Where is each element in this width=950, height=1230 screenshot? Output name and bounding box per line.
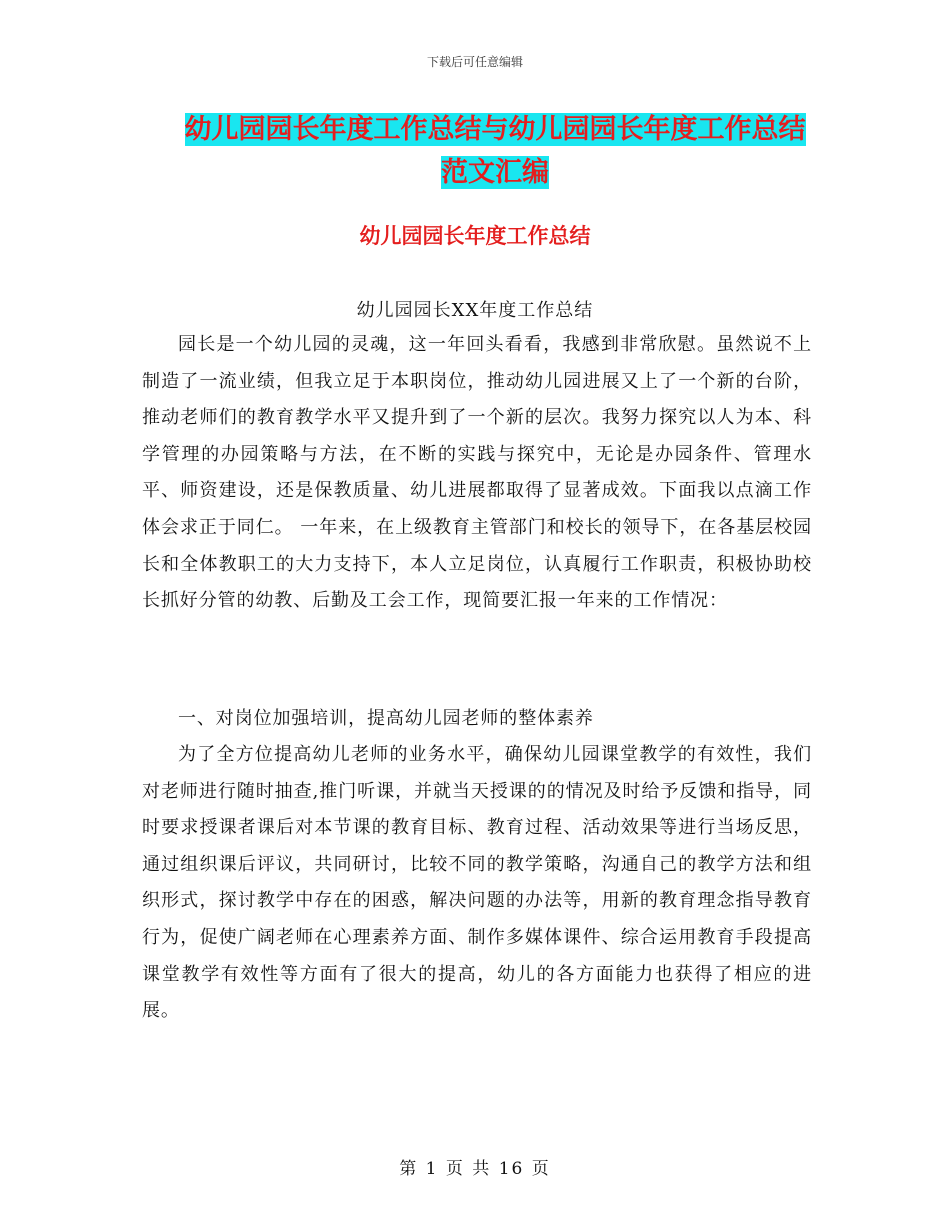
paragraph-text: 一、对岗位加强培训，提高幼儿园老师的整体素养 <box>178 708 594 729</box>
page-footer: 第 1 页 共 16 页 <box>399 1159 551 1179</box>
header-note: 下载后可任意编辑 <box>426 55 523 69</box>
title-highlight-1: 幼儿园园长年度工作总结与幼儿园园长年度工作总结 <box>184 114 806 145</box>
body-paragraph-1 <box>142 327 812 620</box>
paragraph-text: 为了全方位提高幼儿老师的业务水平，确保幼儿园课堂教学的有效性，我们对老师进行随时抽查,推门听课，并就当天授课的的情况及时给予反馈和指导，同时要求授课者课后对本节课的教育目标、教育过程、活动效果等进行当场反思，通过组织课后评议，共同研讨，比较不同的教学策略，沟通自己的教学方法和组织形式，探讨教学中存在的困惑，解决问题的办法等，用新的教育理念指导教育行为，促使广阔老师在心理素养方面、制作多媒体课件、综合运用教育手段提高课堂教学有效性等方面有了很大的提高，幼儿的各方面能力也获得了相应的进展。 <box>142 744 812 1022</box>
subtitle: 幼儿园园长XX年度工作总结 <box>356 300 594 321</box>
section-title: 幼儿园园长年度工作总结 <box>359 224 591 248</box>
body-heading-1 <box>142 701 812 738</box>
document-title-line-1 <box>160 112 830 148</box>
title-highlight-2: 范文汇编 <box>441 157 549 188</box>
body-paragraph-2 <box>142 737 812 1030</box>
document-title-line-2 <box>160 155 830 191</box>
paragraph-text: 园长是一个幼儿园的灵魂，这一年回头看看，我感到非常欣慰。虽然说不上制造了一流业绩，但我立足于本职岗位，推动幼儿园进展又上了一个新的台阶，推动老师们的教育教学水平又提升到了一个新的层次。我努力探究以人为本、科学管理的办园策略与方法，在不断的实践与探究中，无论是办园条件、管理水平、师资建设，还是保教质量、幼儿进展都取得了显著成效。下面我以点滴工作体会求正于同仁。 一年来，在上级教育主管部门和校长的领导下，在各基层校园长和全体教职工的大力支持下，本人立足岗位，认真履行工作职责，积极协助校长抓好分管的幼教、后勤及工会工作，现简要汇报一年来的工作情况： <box>142 334 812 612</box>
